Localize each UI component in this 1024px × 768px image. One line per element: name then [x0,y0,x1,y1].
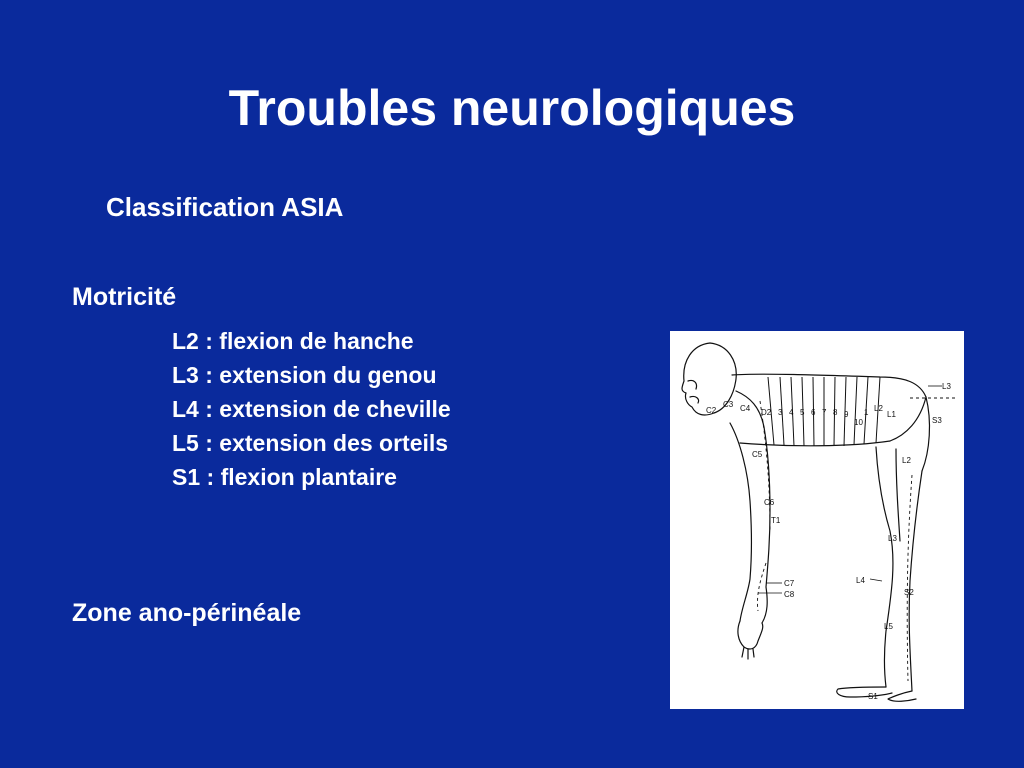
label-s1: S1 [868,692,878,701]
label-l4: L4 [856,576,865,585]
dermatome-illustration [670,331,964,709]
list-item: L3 : extension du genou [172,362,437,388]
label-c7: C7 [784,579,795,588]
label-l5: L5 [884,622,893,631]
slide-title: Troubles neurologiques [228,80,796,136]
label-s3: S3 [932,416,942,425]
label-n9: 9 [844,410,849,419]
motricite-list [172,324,451,494]
label-n10: 10 [854,418,863,427]
list-item: L5 : extension des orteils [172,430,449,456]
section-heading-motricite: Motricité [72,283,177,311]
label-l2-back: L2 [874,404,883,413]
label-c2: C2 [706,406,717,415]
label-n1: 1 [864,408,869,417]
label-n3: 3 [778,408,783,417]
list-item: S1 : flexion plantaire [172,464,397,490]
slide-subtitle: Classification ASIA [106,192,344,222]
list-item: L2 : flexion de hanche [172,328,414,354]
label-l2-leg: L2 [902,456,911,465]
body-outline [682,343,929,701]
label-n5: 5 [800,408,805,417]
label-n4: 4 [789,408,794,417]
dermatome-figure [670,331,964,709]
label-l3-top: L3 [942,382,951,391]
label-pointers [758,386,942,593]
label-n6: 6 [811,408,816,417]
label-t1: T1 [771,516,781,525]
label-d2: D2 [761,408,772,417]
label-c8: C8 [784,590,795,599]
dermatome-boundaries [757,398,956,681]
label-l1: L1 [887,410,896,419]
label-c4: C4 [740,404,751,413]
label-n8: 8 [833,408,838,417]
label-c5: C5 [752,450,763,459]
label-s2: S2 [904,588,914,597]
label-n7: 7 [822,408,827,417]
label-c3: C3 [723,400,734,409]
list-item: L4 : extension de cheville [172,396,451,422]
label-l3-leg: L3 [888,534,897,543]
section-heading-zone: Zone ano-périnéale [72,599,302,627]
label-c6: C6 [764,498,775,507]
